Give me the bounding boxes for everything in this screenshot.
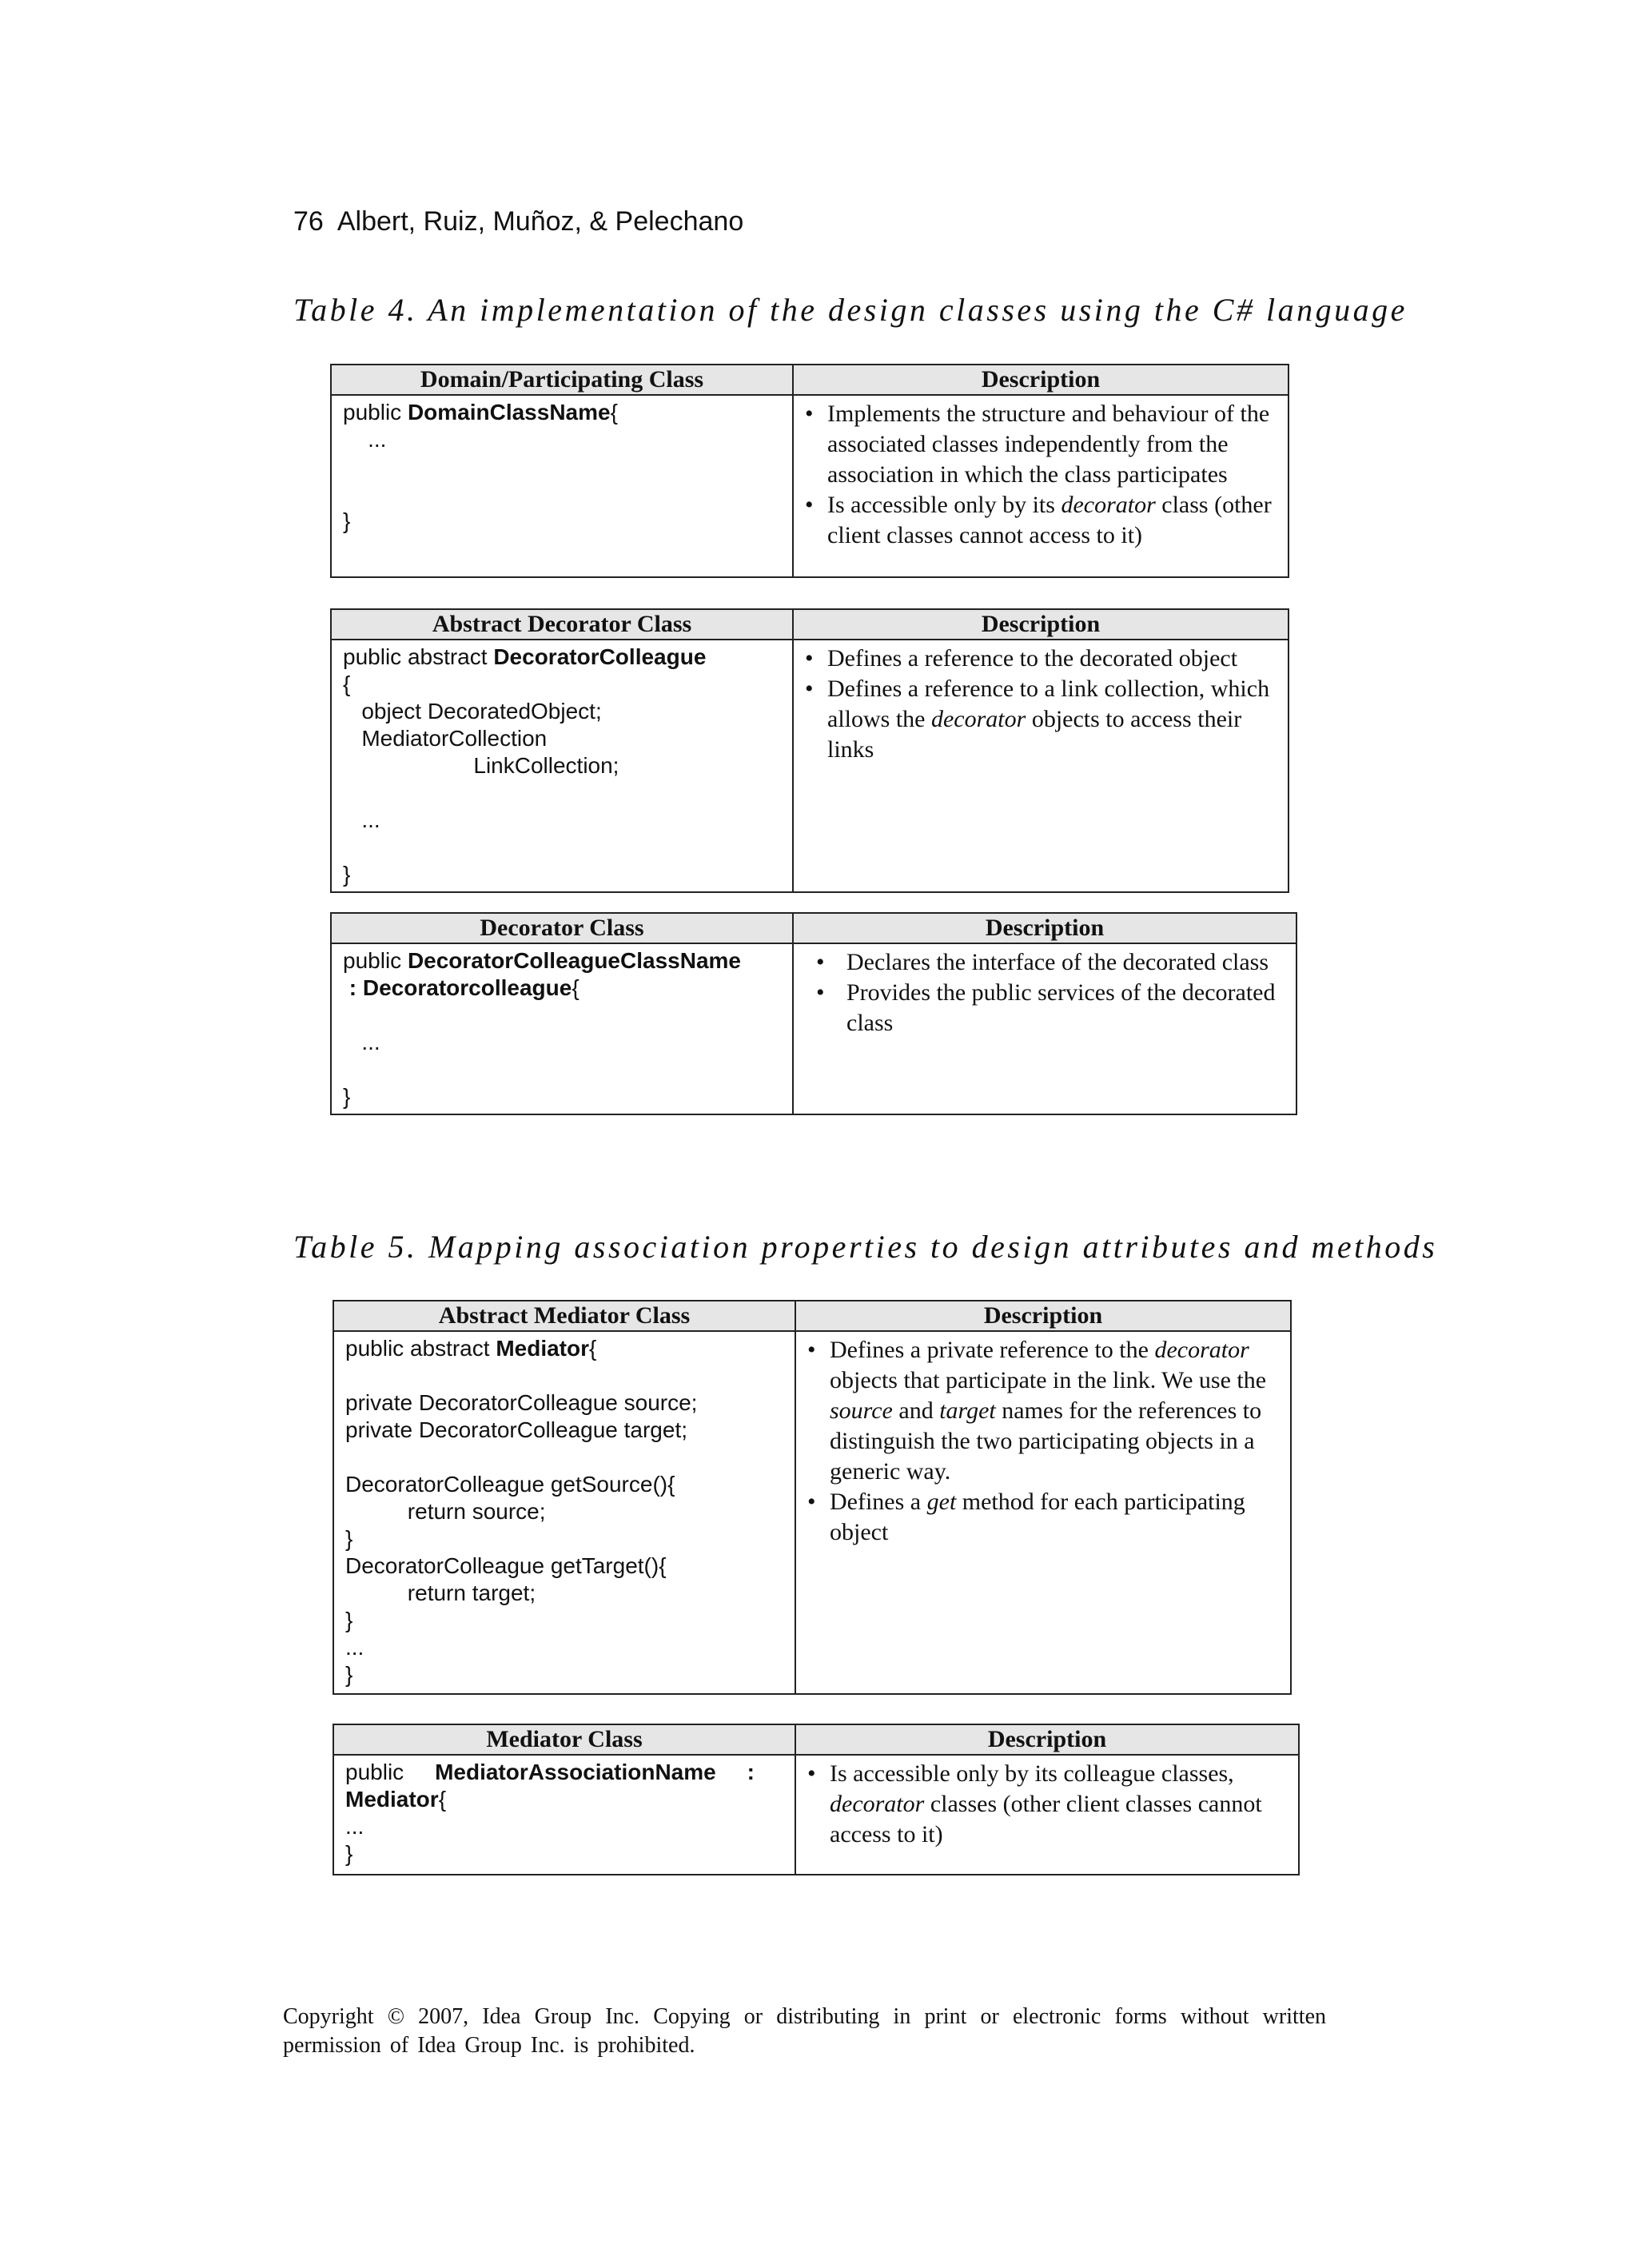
- code-line: public DomainClassName{: [343, 400, 618, 425]
- code-line: public abstract Mediator{: [345, 1336, 597, 1361]
- code-line: private DecoratorColleague source;: [345, 1390, 698, 1415]
- code-line: : Decoratorcolleague{: [349, 975, 580, 1000]
- copyright-notice: Copyright © 2007, Idea Group Inc. Copying or distributing in print or electronic forms without written permission of Idea Group Inc. is prohibited.: [283, 2004, 1326, 2058]
- code-identifier: DecoratorColleague: [493, 644, 707, 669]
- code-cell: [333, 1755, 795, 1875]
- code-identifier: Mediator: [496, 1336, 590, 1361]
- code-line: [343, 1056, 781, 1083]
- code-line: }: [343, 508, 351, 533]
- emphasized-term: target: [939, 1397, 996, 1424]
- code-line: }: [345, 1526, 353, 1551]
- col-header-class: Abstract Decorator Class: [331, 609, 793, 640]
- emphasized-term: source: [830, 1397, 893, 1424]
- description-bullet: • Declares the interface of the decorated class: [805, 947, 1285, 978]
- description-cell: [793, 943, 1296, 1114]
- code-line: }: [345, 1841, 353, 1866]
- code-line: return target;: [345, 1580, 536, 1605]
- page-number: 76: [293, 206, 324, 237]
- emphasized-term: decorator: [930, 706, 1026, 732]
- decorator-class-table: [330, 912, 1297, 1115]
- code-line: DecoratorColleague getSource(){: [345, 1472, 675, 1497]
- code-line: ...: [345, 1635, 364, 1660]
- code-line: MediatorCollection: [343, 726, 548, 751]
- col-header-description: Description: [793, 913, 1296, 943]
- description-list: [807, 1759, 1287, 1850]
- code-identifier: Mediator: [345, 1787, 439, 1812]
- col-header-class: Abstract Mediator Class: [333, 1301, 795, 1331]
- code-identifier: MediatorAssociationName :: [435, 1760, 755, 1784]
- description-cell: [793, 640, 1288, 892]
- code-line: object DecoratedObject;: [343, 699, 602, 723]
- description-list: [805, 644, 1277, 765]
- code-line: public MediatorAssociationName :: [345, 1760, 755, 1784]
- abstract-mediator-table: [333, 1300, 1292, 1695]
- description-bullet: • Implements the structure and behaviour of the associated classes independently from the association in which the class participates: [805, 399, 1277, 490]
- code-cell: [331, 943, 793, 1114]
- col-header-description: Description: [793, 365, 1288, 395]
- code-line: DecoratorColleague getTarget(){: [345, 1553, 667, 1578]
- description-bullet: • Is accessible only by its colleague classes, decorator classes (other client classes cannot access to it): [807, 1759, 1287, 1850]
- description-list: [807, 1335, 1279, 1548]
- code-line: [343, 1002, 781, 1029]
- code-identifier: DomainClassName: [407, 400, 611, 425]
- col-header-description: Description: [793, 609, 1288, 640]
- emphasized-term: decorator: [1061, 492, 1156, 518]
- code-identifier: DecoratorColleagueClassName: [407, 948, 741, 973]
- code-line: [343, 453, 781, 480]
- description-list: [805, 947, 1285, 1038]
- code-identifier: : Decoratorcolleague: [349, 975, 572, 1000]
- code-cell: [333, 1331, 795, 1694]
- code-line: [345, 1444, 783, 1471]
- emphasized-term: decorator: [1154, 1337, 1249, 1363]
- code-cell: [331, 395, 793, 577]
- mediator-class-table: [333, 1724, 1300, 1875]
- description-bullet: • Defines a reference to a link collection, which allows the decorator objects to access their links: [805, 674, 1277, 765]
- col-header-class: Decorator Class: [331, 913, 793, 943]
- code-line: public abstract DecoratorColleague: [343, 644, 707, 669]
- code-line: ...: [345, 1814, 364, 1839]
- description-cell: [793, 395, 1288, 577]
- emphasized-term: decorator: [830, 1791, 925, 1817]
- code-line: [343, 779, 781, 807]
- running-head-authors: Albert, Ruiz, Muñoz, & Pelechano: [337, 206, 744, 237]
- description-cell: [795, 1331, 1291, 1694]
- code-line: }: [343, 862, 351, 887]
- domain-class-table: [330, 364, 1289, 578]
- code-line: LinkCollection;: [343, 753, 619, 778]
- abstract-decorator-table: [330, 608, 1289, 893]
- code-line: Mediator{: [345, 1787, 447, 1812]
- emphasized-term: get: [926, 1489, 957, 1515]
- description-bullet: • Defines a get method for each participating object: [807, 1487, 1279, 1548]
- col-header-class: Domain/Participating Class: [331, 365, 793, 395]
- code-line: ...: [343, 427, 387, 452]
- table4-caption: Table 4. An implementation of the design classes using the C# language: [293, 292, 1408, 328]
- code-line: ...: [343, 1030, 380, 1054]
- col-header-description: Description: [795, 1724, 1299, 1755]
- page-header: [293, 206, 743, 237]
- col-header-description: Description: [795, 1301, 1291, 1331]
- col-header-class: Mediator Class: [333, 1724, 795, 1755]
- code-line: [345, 1362, 783, 1389]
- code-line: {: [343, 672, 351, 696]
- code-cell: [331, 640, 793, 892]
- table5-caption: Table 5. Mapping association properties to design attributes and methods: [293, 1229, 1438, 1265]
- code-line: [343, 834, 781, 861]
- description-bullet: • Defines a private reference to the decorator objects that participate in the link. We use the source and target names for the references to distinguish the two participating objects in a generic way.: [807, 1335, 1279, 1487]
- code-line: public DecoratorColleagueClassName: [343, 948, 741, 973]
- code-line: [343, 480, 781, 508]
- description-bullet: • Provides the public services of the decorated class: [805, 978, 1285, 1038]
- description-cell: [795, 1755, 1299, 1875]
- code-line: private DecoratorColleague target;: [345, 1417, 688, 1442]
- description-bullet: • Is accessible only by its decorator class (other client classes cannot access to it): [805, 490, 1277, 551]
- code-line: }: [345, 1662, 353, 1687]
- code-line: ...: [343, 807, 380, 832]
- description-list: [805, 399, 1277, 551]
- code-line: }: [345, 1608, 353, 1632]
- code-line: return source;: [345, 1499, 546, 1524]
- code-line: }: [343, 1084, 351, 1109]
- description-bullet: • Defines a reference to the decorated object: [805, 644, 1277, 674]
